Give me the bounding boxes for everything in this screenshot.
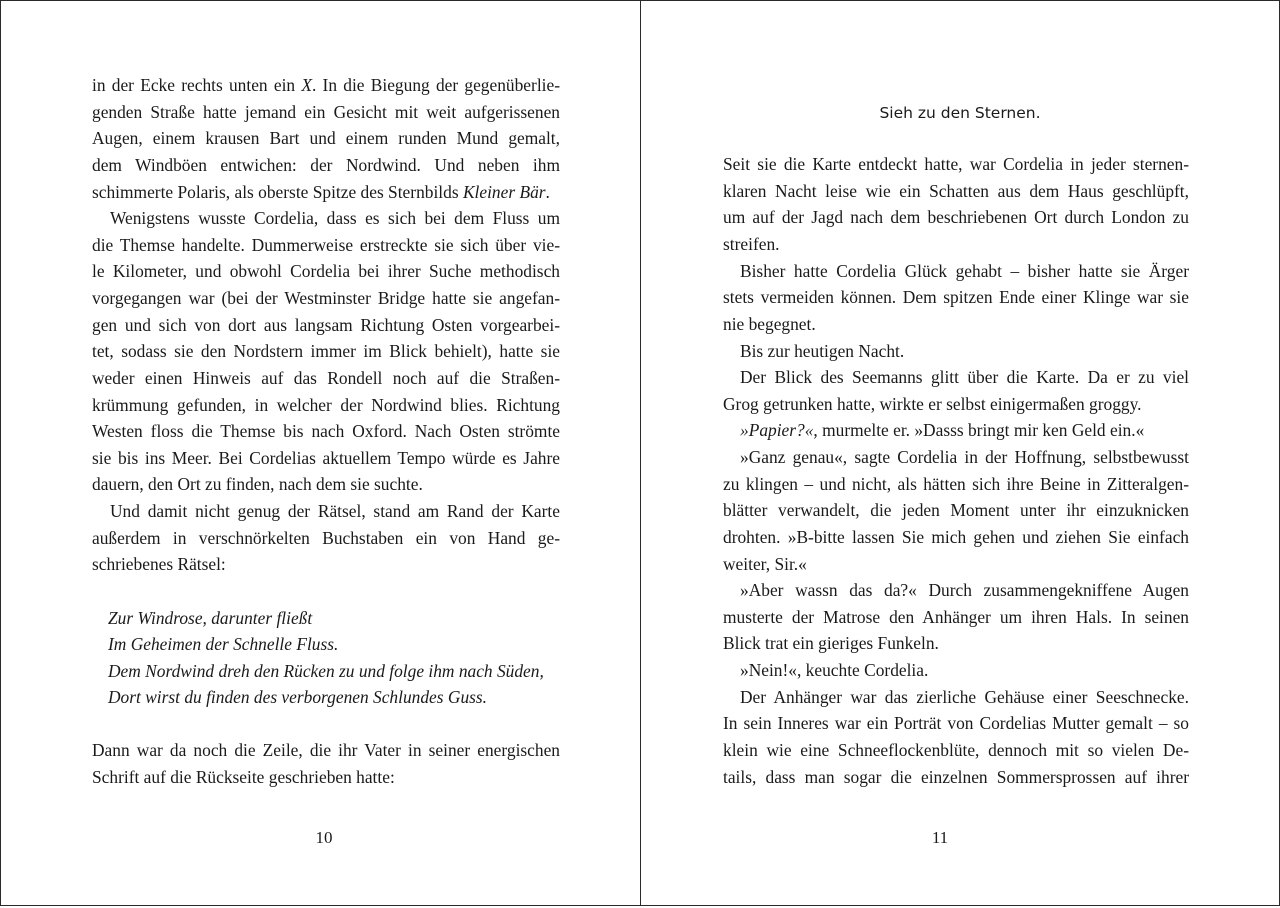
text-line: schimmerte Polaris, als oberste Spitze des Sternbilds Kleiner Bär.: [92, 182, 550, 202]
text-line: schriebenes Rätsel:: [92, 554, 226, 574]
page-number-left: 10: [315, 828, 333, 847]
text-line: tails, dass man sogar die einzelnen Sommersprossen auf ihrer: [723, 767, 1189, 787]
text-line: musterte der Matrose den Anhänger um ihren Hals. In seinen: [723, 607, 1189, 627]
text-line: die Themse handelte. Dummerweise erstreckte sie sich über vie-: [92, 235, 560, 255]
riddle-line: Dem Nordwind dreh den Rücken zu und folge ihm nach Süden,: [108, 661, 544, 681]
text-line: krümmung gefunden, in welcher der Nordwind blies. Richtung: [92, 395, 560, 415]
text-line: um auf der Jagd nach dem beschriebenen Ort durch London zu: [723, 207, 1189, 227]
text-line: streifen.: [723, 234, 780, 254]
text-line: klein wie eine Schneeflockenblüte, dennoch mit so vielen De-: [723, 740, 1189, 760]
text-line: blätter verwandelt, die jeden Moment unter ihr einzuknicken: [723, 500, 1189, 520]
text-line: gen und sich von dort aus langsam Richtung Osten vorgearbei-: [92, 315, 560, 335]
handwritten-note: Sieh zu den Sternen.: [879, 104, 1041, 122]
text-line: Und damit nicht genug der Rätsel, stand am Rand der Karte: [110, 501, 560, 521]
riddle-line: Im Geheimen der Schnelle Fluss.: [108, 634, 339, 654]
riddle-line: Zur Windrose, darunter fließt: [108, 608, 313, 628]
text-line: Bisher hatte Cordelia Glück gehabt – bisher hatte sie Ärger: [740, 261, 1189, 281]
text-line: Dann war da noch die Zeile, die ihr Vater in seiner energischen: [92, 740, 560, 760]
text-line: sie bis ins Meer. Bei Cordelias aktuellem Tempo würde es Jahre: [92, 448, 560, 468]
text-line: Der Blick des Seemanns glitt über die Karte. Da er zu viel: [740, 367, 1189, 387]
text-line: Blick trat ein gieriges Funkeln.: [723, 633, 939, 653]
text-line: genden Straße hatte jemand ein Gesicht mit weit aufgerissenen: [92, 102, 560, 122]
text-line: stets vermeiden können. Dem spitzen Ende einer Klinge war sie: [723, 287, 1189, 307]
text-line: weiter, Sir.«: [723, 554, 807, 574]
text-line: zu klingen – und nicht, als hätten sich ihre Beine in Zitteralgen-: [723, 474, 1189, 494]
text-line: in der Ecke rechts unten ein X. In die Biegung der gegenüberlie-: [92, 75, 560, 95]
text-line: nie begegnet.: [723, 314, 816, 334]
text-line: tet, sodass sie den Nordstern immer im Blick behielt), hatte sie: [92, 341, 560, 361]
text-line: »Nein!«, keuchte Cordelia.: [740, 660, 929, 680]
text-line: außerdem in verschnörkelten Buchstaben ein von Hand ge-: [92, 528, 560, 548]
text-line: »Papier?«, murmelte er. »Dasss bringt mir ken Geld ein.«: [740, 420, 1145, 440]
page-number-right: 11: [931, 828, 949, 847]
text-line: Seit sie die Karte entdeckt hatte, war Cordelia in jeder sternen-: [723, 154, 1189, 174]
text-line: Schrift auf die Rückseite geschrieben hatte:: [92, 767, 395, 787]
text-line: drohten. »B-bitte lassen Sie mich gehen und ziehen Sie einfach: [723, 527, 1189, 547]
text-line: Grog getrunken hatte, wirkte er selbst einigermaßen groggy.: [723, 394, 1142, 414]
text-line: dem Windböen entwichen: der Nordwind. Und neben ihm: [92, 155, 560, 175]
text-line: Wenigstens wusste Cordelia, dass es sich bei dem Fluss um: [110, 208, 560, 228]
text-line: »Ganz genau«, sagte Cordelia in der Hoffnung, selbstbewusst: [740, 447, 1189, 467]
text-line: Bis zur heutigen Nacht.: [740, 341, 905, 361]
text-line: Der Anhänger war das zierliche Gehäuse einer Seeschnecke.: [740, 687, 1189, 707]
text-line: Westen floss die Themse bis nach Oxford. Nach Osten strömte: [92, 421, 560, 441]
riddle-line: Dort wirst du finden des verborgenen Schlundes Guss.: [108, 687, 488, 707]
text-line: »Aber wassn das da?« Durch zusammengekniffene Augen: [740, 580, 1189, 600]
text-line: vorgegangen war (bei der Westminster Bridge hatte sie angefan-: [92, 288, 560, 308]
text-line: In sein Inneres war ein Porträt von Cordelias Mutter gemalt – so: [723, 713, 1189, 733]
text-line: dauern, den Ort zu finden, nach dem sie suchte.: [92, 474, 423, 494]
text-line: weder einen Hinweis auf das Rondell noch auf die Straßen-: [92, 368, 560, 388]
text-line: klaren Nacht leise wie ein Schatten aus dem Haus geschlüpft,: [723, 181, 1189, 201]
text-line: Augen, einem krausen Bart und einem runden Mund gemalt,: [92, 128, 560, 148]
text-line: le Kilometer, und obwohl Cordelia bei ihrer Suche methodisch: [92, 261, 560, 281]
